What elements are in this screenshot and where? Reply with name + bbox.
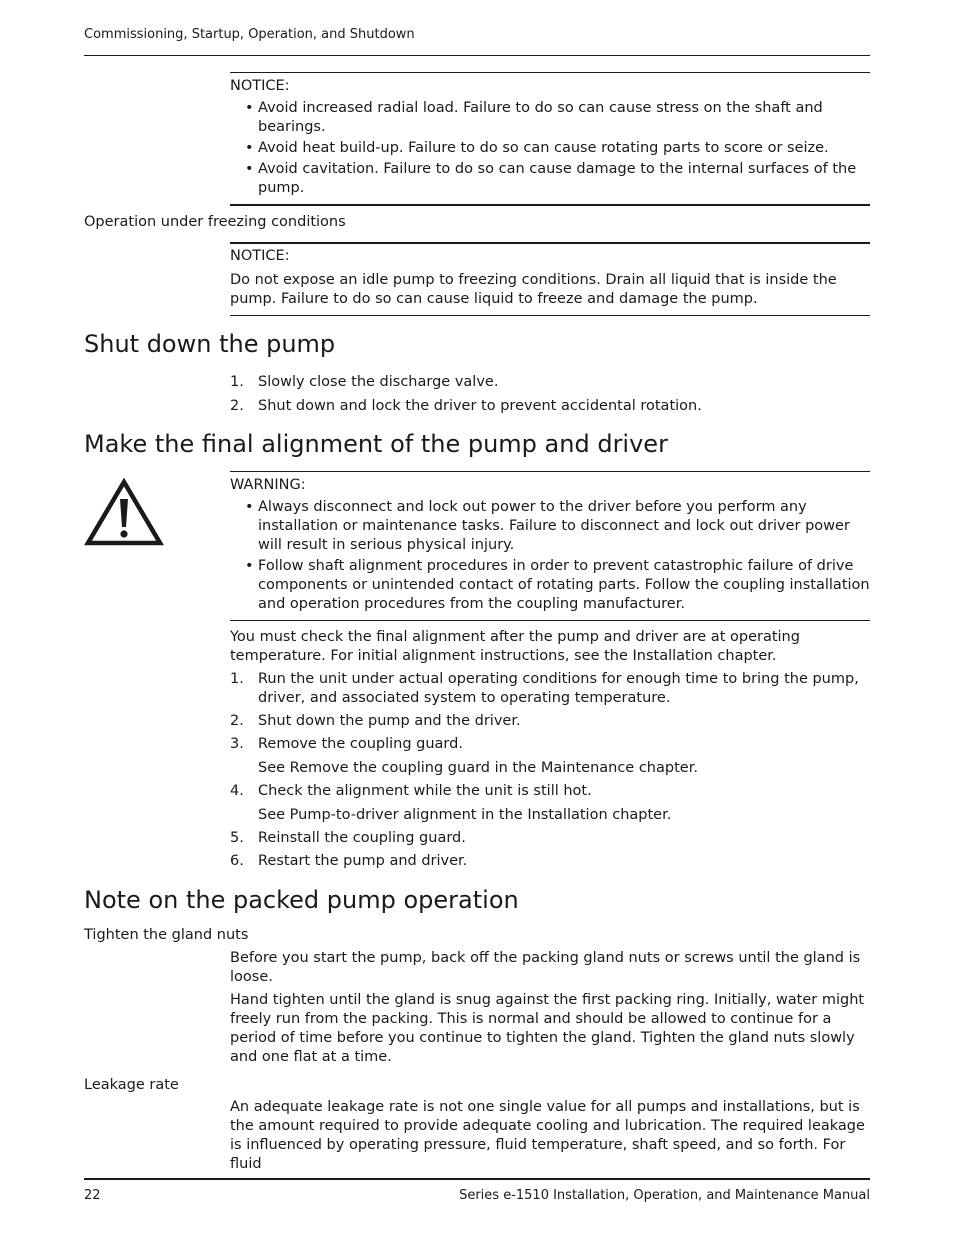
section-heading-shutdown: Shut down the pump bbox=[84, 330, 336, 358]
step-note: See Pump-to-driver alignment in the Installation chapter. bbox=[258, 807, 672, 823]
notice-label: NOTICE: bbox=[230, 248, 290, 264]
notice-bottom-rule bbox=[230, 204, 870, 206]
bullet-icon: • bbox=[245, 100, 254, 116]
step-text: Restart the pump and driver. bbox=[258, 853, 468, 869]
notice-text: Do not expose an idle pump to freezing conditions. Drain all liquid that is inside the pump. Failure to do so can cause liquid to freeze and damage the pump. bbox=[230, 272, 837, 307]
warning-triangle-icon bbox=[84, 477, 164, 547]
subheading-freezing: Operation under freezing conditions bbox=[84, 214, 346, 230]
step-text: Slowly close the discharge valve. bbox=[258, 374, 499, 390]
subheading-gland: Tighten the gland nuts bbox=[84, 927, 249, 943]
notice-bullet: Avoid cavitation. Failure to do so can cause damage to the internal surfaces of the pump. bbox=[258, 161, 857, 196]
subheading-leakage: Leakage rate bbox=[84, 1077, 179, 1093]
bullet-icon: • bbox=[245, 140, 254, 156]
gland-paragraph: Hand tighten until the gland is snug against the first packing ring. Initially, water might freely run from the packing. This is normal and should be allowed to continue for a period of time before you continue to tighten the gland. Tighten the gland nuts slowly and one flat at a time. bbox=[230, 992, 865, 1065]
running-header: Commissioning, Startup, Operation, and Shutdown bbox=[84, 27, 415, 42]
leakage-paragraph: An adequate leakage rate is not one single value for all pumps and installations, but is the amount required to provide adequate cooling and lubrication. The required leakage is influenced by operating pressure, fluid temperature, shaft speed, and so forth. For fluid bbox=[230, 1099, 865, 1172]
step-number: 1. bbox=[230, 374, 244, 390]
section-heading-alignment: Make the final alignment of the pump and driver bbox=[84, 430, 668, 458]
warning-bullet: Follow shaft alignment procedures in order to prevent catastrophic failure of drive components or unintended contact of rotating parts. Follow the coupling installation and operation procedures from the coupling manufacturer. bbox=[258, 558, 870, 612]
manual-title: Series e-1510 Installation, Operation, and Maintenance Manual bbox=[459, 1188, 870, 1203]
bullet-icon: • bbox=[245, 499, 254, 515]
notice-label: NOTICE: bbox=[230, 78, 290, 94]
bullet-icon: • bbox=[245, 161, 254, 177]
warning-bottom-rule bbox=[230, 620, 870, 621]
page-number: 22 bbox=[84, 1188, 101, 1203]
notice-top-rule bbox=[230, 72, 870, 73]
step-number: 4. bbox=[230, 783, 244, 799]
warning-bullet: Always disconnect and lock out power to the driver before you perform any installation or maintenance tasks. Failure to disconnect and lock out driver power will result in serious physical injury. bbox=[258, 499, 850, 553]
step-text: Reinstall the coupling guard. bbox=[258, 830, 466, 846]
notice-bullet: Avoid increased radial load. Failure to do so can cause stress on the shaft and bearings. bbox=[258, 100, 823, 135]
header-rule bbox=[84, 55, 870, 56]
step-number: 1. bbox=[230, 671, 244, 687]
step-number: 6. bbox=[230, 853, 244, 869]
notice-bullet: Avoid heat build-up. Failure to do so can cause rotating parts to score or seize. bbox=[258, 140, 829, 156]
step-number: 2. bbox=[230, 398, 244, 414]
step-number: 5. bbox=[230, 830, 244, 846]
gland-paragraph: Before you start the pump, back off the packing gland nuts or screws until the gland is loose. bbox=[230, 950, 861, 985]
step-note: See Remove the coupling guard in the Maintenance chapter. bbox=[258, 760, 698, 776]
section-heading-packed: Note on the packed pump operation bbox=[84, 886, 519, 914]
step-text: Shut down and lock the driver to prevent accidental rotation. bbox=[258, 398, 702, 414]
alignment-intro: You must check the final alignment after the pump and driver are at operating temperature. For initial alignment instructions, see the Installation chapter. bbox=[230, 629, 800, 664]
step-text: Remove the coupling guard. bbox=[258, 736, 463, 752]
bullet-icon: • bbox=[245, 558, 254, 574]
notice-top-rule bbox=[230, 242, 870, 244]
step-text: Check the alignment while the unit is still hot. bbox=[258, 783, 592, 799]
warning-top-rule bbox=[230, 471, 870, 472]
step-text: Run the unit under actual operating conditions for enough time to bring the pump, driver, and associated system to operating temperature. bbox=[258, 671, 859, 706]
footer-rule bbox=[84, 1178, 870, 1180]
warning-label: WARNING: bbox=[230, 477, 306, 493]
notice-bottom-rule bbox=[230, 315, 870, 316]
step-number: 2. bbox=[230, 713, 244, 729]
step-number: 3. bbox=[230, 736, 244, 752]
step-text: Shut down the pump and the driver. bbox=[258, 713, 521, 729]
